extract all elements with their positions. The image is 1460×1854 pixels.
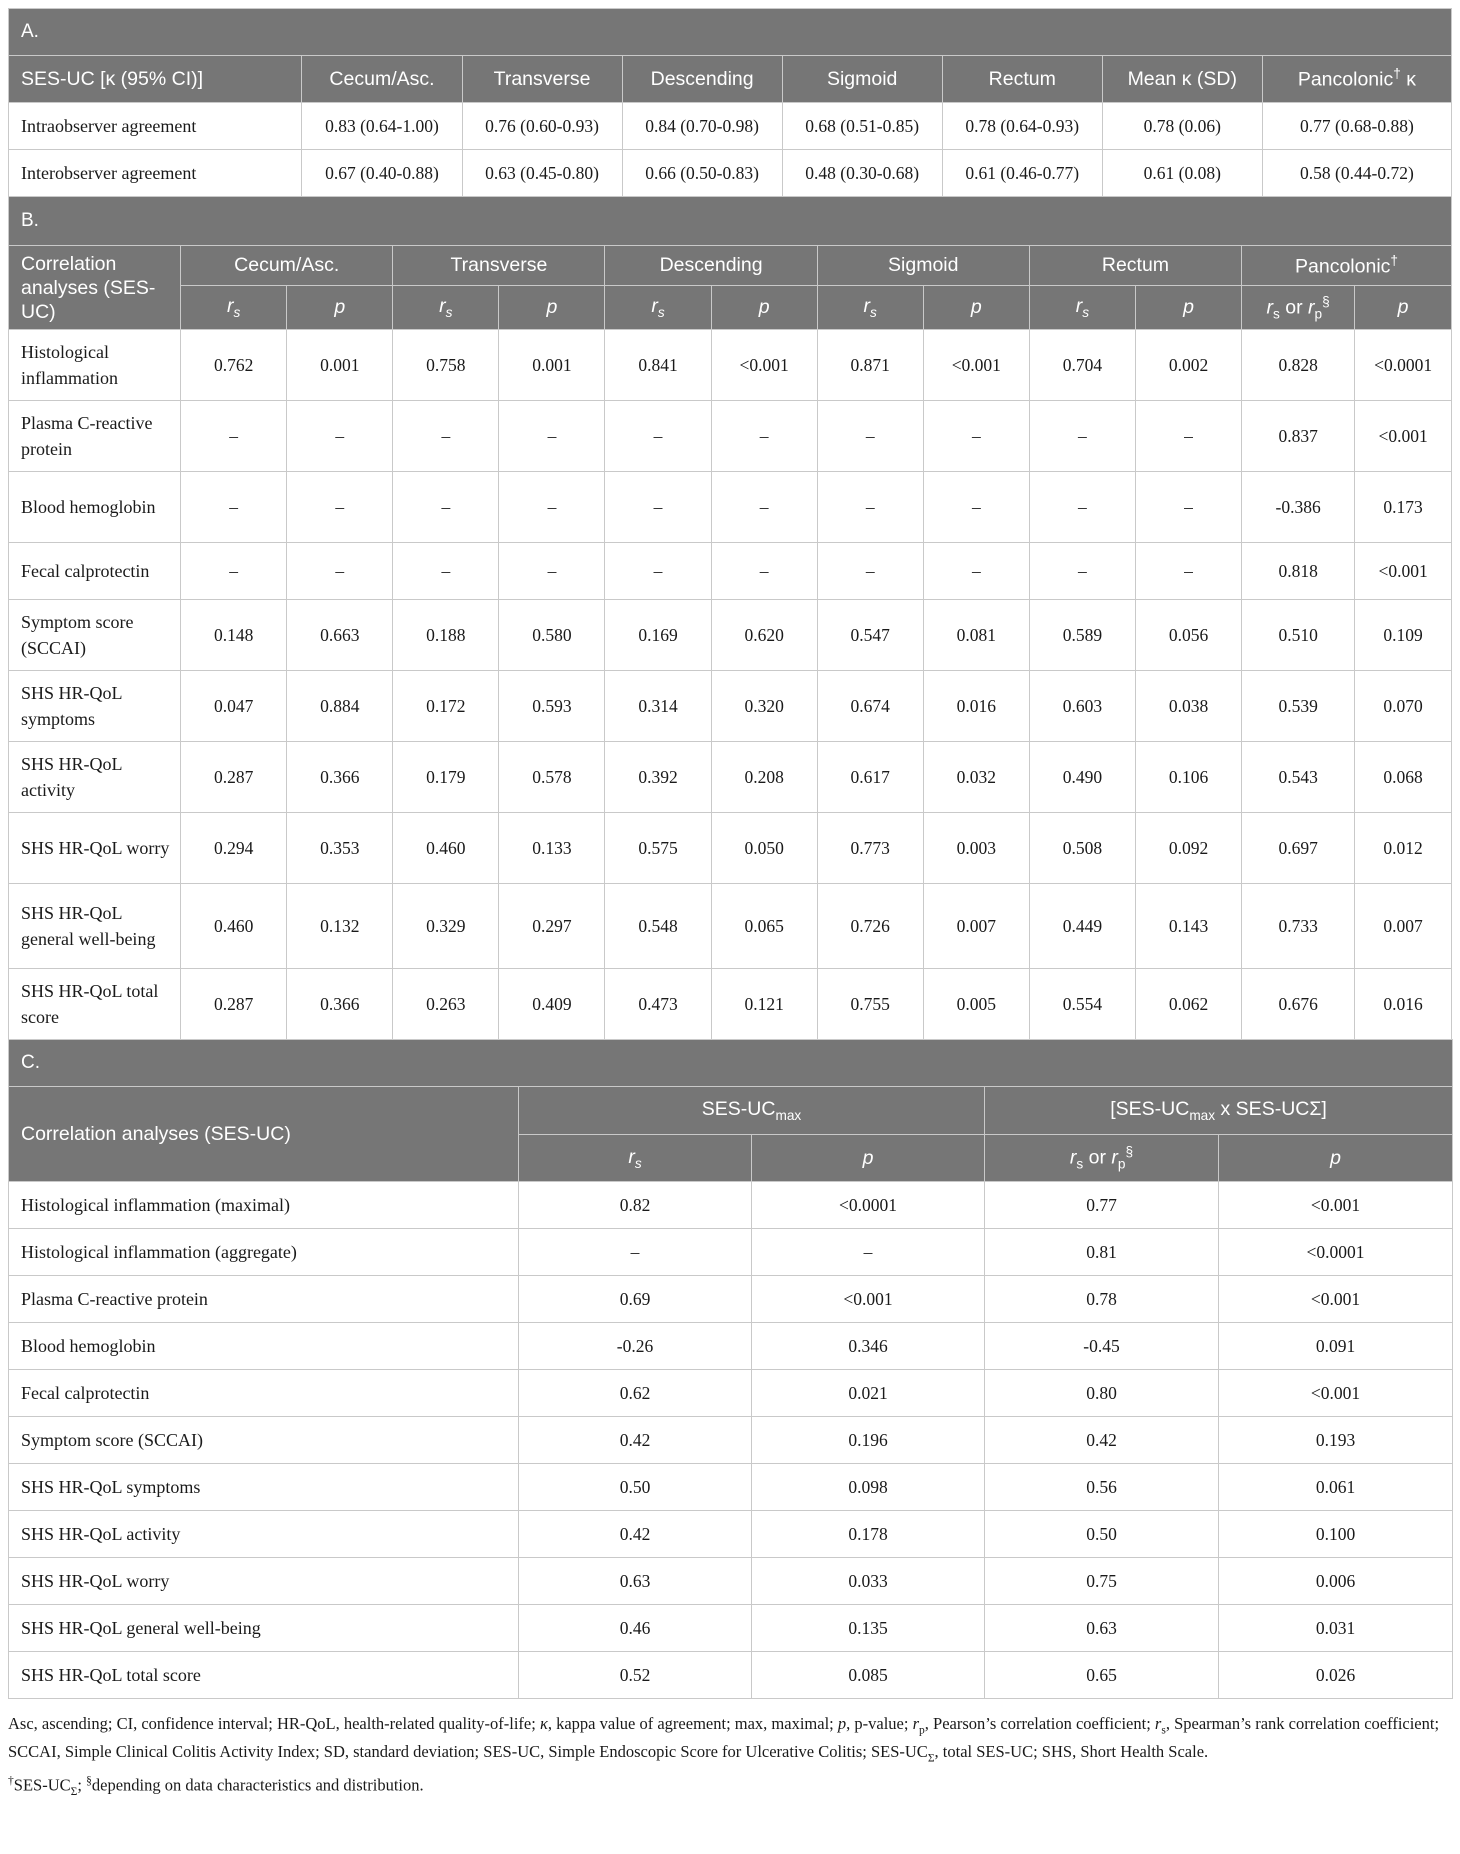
rs-r: r bbox=[226, 295, 234, 318]
cell-value: 0.346 bbox=[752, 1323, 985, 1370]
cell-value: – bbox=[393, 401, 499, 472]
rs-s: s bbox=[445, 304, 453, 320]
cell-value: 0.773 bbox=[817, 813, 923, 884]
header-rs bbox=[393, 286, 499, 330]
cell-value: <0.0001 bbox=[1219, 1229, 1453, 1276]
cell-value: 0.84 (0.70-0.98) bbox=[622, 103, 782, 150]
cell-value: 0.208 bbox=[711, 742, 817, 813]
cell-value: 0.287 bbox=[181, 969, 287, 1040]
cell-value: 0.871 bbox=[817, 330, 923, 401]
cell-value: 0.460 bbox=[181, 884, 287, 969]
rs-s: s bbox=[233, 304, 241, 320]
table-row bbox=[9, 813, 1452, 884]
cell-value: 0.77 (0.68-0.88) bbox=[1262, 103, 1451, 150]
table-row bbox=[9, 1229, 1453, 1276]
rs-r: r bbox=[628, 1145, 635, 1168]
cell-value: 0.63 bbox=[985, 1605, 1219, 1652]
rs-s: s bbox=[1082, 304, 1090, 320]
cell-value: 0.121 bbox=[711, 969, 817, 1040]
cell-value: 0.78 (0.06) bbox=[1102, 103, 1262, 150]
cell-value: 0.837 bbox=[1242, 401, 1355, 472]
cell-value: <0.001 bbox=[923, 330, 1029, 401]
cell-value: 0.50 bbox=[985, 1511, 1219, 1558]
header-p: p bbox=[1219, 1135, 1453, 1182]
cell-value: 0.050 bbox=[711, 813, 817, 884]
cell-value: 0.091 bbox=[1219, 1323, 1453, 1370]
cell-value: 0.548 bbox=[605, 884, 711, 969]
cell-value: 0.320 bbox=[711, 671, 817, 742]
rp-p: p bbox=[1117, 1156, 1126, 1172]
cell-value: 0.016 bbox=[1355, 969, 1452, 1040]
table-a-header-first: SES-UC [κ (95% CI)] bbox=[9, 56, 302, 103]
rs-s: s bbox=[634, 1155, 642, 1171]
row-label: Symptom score (SCCAI) bbox=[9, 1417, 519, 1464]
column-header: Sigmoid bbox=[782, 56, 942, 103]
table-row bbox=[9, 401, 1452, 472]
cell-value: 0.539 bbox=[1242, 671, 1355, 742]
row-label: SHS HR-QoL activity bbox=[9, 742, 181, 813]
cell-value: 0.80 bbox=[985, 1370, 1219, 1417]
cell-value: <0.001 bbox=[711, 330, 817, 401]
cell-value: <0.001 bbox=[1355, 401, 1452, 472]
cell-value: 0.188 bbox=[393, 600, 499, 671]
header-p: p bbox=[1355, 286, 1452, 330]
cell-value: 0.56 bbox=[985, 1464, 1219, 1511]
cell-value: 0.098 bbox=[752, 1464, 985, 1511]
cell-value: 0.52 bbox=[519, 1652, 752, 1699]
cell-value: 0.42 bbox=[519, 1511, 752, 1558]
cell-value: 0.75 bbox=[985, 1558, 1219, 1605]
table-row bbox=[9, 969, 1452, 1040]
cell-value: <0.001 bbox=[1355, 543, 1452, 600]
cell-value: 0.758 bbox=[393, 330, 499, 401]
header-p: p bbox=[287, 286, 393, 330]
cell-value: – bbox=[711, 543, 817, 600]
cell-value: 0.100 bbox=[1219, 1511, 1453, 1558]
column-header: Transverse bbox=[462, 56, 622, 103]
table-row bbox=[9, 884, 1452, 969]
cell-value: – bbox=[1029, 472, 1135, 543]
row-label: SHS HR-QoL general well-being bbox=[9, 1605, 519, 1652]
cell-value: – bbox=[287, 472, 393, 543]
cell-value: 0.135 bbox=[752, 1605, 985, 1652]
cell-value: 0.76 (0.60-0.93) bbox=[462, 103, 622, 150]
cell-value: – bbox=[923, 401, 1029, 472]
cell-value: 0.179 bbox=[393, 742, 499, 813]
row-label: Plasma C-reactive protein bbox=[9, 401, 181, 472]
cell-value: 0.841 bbox=[605, 330, 711, 401]
cell-value: 0.031 bbox=[1219, 1605, 1453, 1652]
cell-value: 0.61 (0.46-0.77) bbox=[942, 150, 1102, 197]
row-label: Symptom score (SCCAI) bbox=[9, 600, 181, 671]
cell-value: – bbox=[605, 472, 711, 543]
cell-value: 0.002 bbox=[1135, 330, 1241, 401]
row-label: SHS HR-QoL symptoms bbox=[9, 1464, 519, 1511]
cell-value: – bbox=[711, 401, 817, 472]
cell-value: 0.081 bbox=[923, 600, 1029, 671]
cell-value: 0.133 bbox=[499, 813, 605, 884]
table-row bbox=[9, 1276, 1453, 1323]
table-row bbox=[9, 543, 1452, 600]
cell-value: 0.001 bbox=[499, 330, 605, 401]
cell-value: 0.554 bbox=[1029, 969, 1135, 1040]
rs-r: r bbox=[651, 295, 658, 318]
cell-value: 0.620 bbox=[711, 600, 817, 671]
cell-value: – bbox=[287, 401, 393, 472]
cell-value: 0.366 bbox=[287, 969, 393, 1040]
cell-value: 0.092 bbox=[1135, 813, 1241, 884]
cell-value: 0.593 bbox=[499, 671, 605, 742]
header-p: p bbox=[499, 286, 605, 330]
cell-value: 0.78 bbox=[985, 1276, 1219, 1323]
table-row bbox=[9, 150, 1452, 197]
cell-value: 0.070 bbox=[1355, 671, 1452, 742]
table-row bbox=[9, 1417, 1453, 1464]
cell-value: <0.0001 bbox=[1355, 330, 1452, 401]
cell-value: <0.001 bbox=[1219, 1182, 1453, 1229]
table-row bbox=[9, 1370, 1453, 1417]
cell-value: – bbox=[923, 543, 1029, 600]
section-c-label: C. bbox=[9, 1040, 1453, 1087]
cell-value: <0.001 bbox=[1219, 1370, 1453, 1417]
header-rs bbox=[519, 1135, 752, 1182]
cell-value: <0.001 bbox=[1219, 1276, 1453, 1323]
cell-value: 0.392 bbox=[605, 742, 711, 813]
table-row bbox=[9, 1323, 1453, 1370]
row-label: Histological inflammation (maximal) bbox=[9, 1182, 519, 1229]
row-label: SHS HR-QoL activity bbox=[9, 1511, 519, 1558]
cell-value: – bbox=[1135, 401, 1241, 472]
header-p: p bbox=[1135, 286, 1241, 330]
footnote bbox=[8, 1699, 1452, 1802]
cell-value: – bbox=[519, 1229, 752, 1276]
cell-value: 0.047 bbox=[181, 671, 287, 742]
cell-value: 0.033 bbox=[752, 1558, 985, 1605]
column-header: Cecum/Asc. bbox=[181, 246, 393, 286]
column-header: Rectum bbox=[942, 56, 1102, 103]
cell-value: -0.26 bbox=[519, 1323, 752, 1370]
column-header: Descending bbox=[622, 56, 782, 103]
cell-value: – bbox=[181, 472, 287, 543]
cell-value: – bbox=[1029, 401, 1135, 472]
column-header-pancolonic: Pancolonic† κ bbox=[1262, 56, 1451, 103]
cell-value: – bbox=[817, 472, 923, 543]
table-row bbox=[9, 1652, 1453, 1699]
cell-value: 0.132 bbox=[287, 884, 393, 969]
or-text: or bbox=[1088, 1146, 1106, 1169]
table-c-header-first: Correlation analyses (SES-UC) bbox=[9, 1087, 519, 1182]
cell-value: 0.510 bbox=[1242, 600, 1355, 671]
cell-value: 0.409 bbox=[499, 969, 605, 1040]
cell-value: 0.003 bbox=[923, 813, 1029, 884]
column-header-max: SES-$UC_{max}$ bbox=[519, 1087, 985, 1135]
cell-value: 0.63 bbox=[519, 1558, 752, 1605]
rs-r: r bbox=[439, 295, 446, 318]
cell-value: 0.63 (0.45-0.80) bbox=[462, 150, 622, 197]
header-rs bbox=[605, 286, 711, 330]
cell-value: 0.66 (0.50-0.83) bbox=[622, 150, 782, 197]
column-header: Sigmoid bbox=[817, 246, 1029, 286]
cell-value: – bbox=[752, 1229, 985, 1276]
table-row bbox=[9, 1558, 1453, 1605]
table-row bbox=[9, 330, 1452, 401]
cell-value: -0.45 bbox=[985, 1323, 1219, 1370]
cell-value: 0.58 (0.44-0.72) bbox=[1262, 150, 1451, 197]
cell-value: 0.001 bbox=[287, 330, 393, 401]
cell-value: – bbox=[817, 401, 923, 472]
section-mark: § bbox=[1125, 1144, 1134, 1160]
header-rs-or-rp bbox=[1242, 286, 1355, 330]
cell-value: 0.83 (0.64-1.00) bbox=[302, 103, 462, 150]
cell-value: – bbox=[923, 472, 1029, 543]
footnote-abbreviations: Asc, ascending; CI, confidence interval; HR-QoL, health-related quality-of-life; κ, kappa value of agreement; max, maximal; p, p-value; $r_p$, Pearson’s correlation coefficient; $r_s$, Spearman’s rank correlation coefficient; SCCAI, Simple Clinical Colitis Activity Index; SD, standard deviation; SES-UC, Simple Endoscopic Score for Ulcerative Colitis; SES-$UC_\Sigma$, total SES-UC; SHS, Short Health Scale. bbox=[8, 1714, 1440, 1765]
header-p: p bbox=[752, 1135, 985, 1182]
header-rs bbox=[181, 286, 287, 330]
cell-value: 0.42 bbox=[519, 1417, 752, 1464]
cell-value: 0.818 bbox=[1242, 543, 1355, 600]
column-header: Mean κ (SD) bbox=[1102, 56, 1262, 103]
column-header-pancolonic: Pancolonic† bbox=[1242, 246, 1452, 286]
cell-value: 0.172 bbox=[393, 671, 499, 742]
column-header: Rectum bbox=[1029, 246, 1241, 286]
cell-value: 0.578 bbox=[499, 742, 605, 813]
cell-value: <0.0001 bbox=[752, 1182, 985, 1229]
footnote-notes: $^\dagger SES-UC_\Sigma$; §depending on data characteristics and distribution. bbox=[8, 1774, 424, 1798]
cell-value: 0.109 bbox=[1355, 600, 1452, 671]
cell-value: 0.580 bbox=[499, 600, 605, 671]
cell-value: 0.005 bbox=[923, 969, 1029, 1040]
cell-value: 0.061 bbox=[1219, 1464, 1453, 1511]
cell-value: 0.733 bbox=[1242, 884, 1355, 969]
cell-value: 0.42 bbox=[985, 1417, 1219, 1464]
row-label: SHS HR-QoL general well-being bbox=[9, 884, 181, 969]
cell-value: 0.449 bbox=[1029, 884, 1135, 969]
column-header: Transverse bbox=[393, 246, 605, 286]
cell-value: 0.314 bbox=[605, 671, 711, 742]
cell-value: 0.148 bbox=[181, 600, 287, 671]
cell-value: 0.021 bbox=[752, 1370, 985, 1417]
cell-value: 0.038 bbox=[1135, 671, 1241, 742]
cell-value: – bbox=[817, 543, 923, 600]
rs-s: s bbox=[1273, 306, 1280, 322]
rp-p: p bbox=[1314, 306, 1323, 322]
row-label: SHS HR-QoL total score bbox=[9, 1652, 519, 1699]
cell-value: – bbox=[181, 401, 287, 472]
table-row bbox=[9, 1605, 1453, 1652]
section-mark: § bbox=[1322, 293, 1330, 309]
row-label: Fecal calprotectin bbox=[9, 1370, 519, 1417]
cell-value: 0.50 bbox=[519, 1464, 752, 1511]
cell-value: 0.67 (0.40-0.88) bbox=[302, 150, 462, 197]
header-p: p bbox=[711, 286, 817, 330]
cell-value: 0.81 bbox=[985, 1229, 1219, 1276]
cell-value: 0.575 bbox=[605, 813, 711, 884]
cell-value: 0.617 bbox=[817, 742, 923, 813]
cell-value: – bbox=[1029, 543, 1135, 600]
rs-r: r bbox=[1069, 1146, 1077, 1169]
row-label: SHS HR-QoL worry bbox=[9, 813, 181, 884]
rp-r: r bbox=[1111, 1146, 1118, 1169]
cell-value: 0.297 bbox=[499, 884, 605, 969]
table-row bbox=[9, 671, 1452, 742]
table-row bbox=[9, 742, 1452, 813]
cell-value: 0.287 bbox=[181, 742, 287, 813]
cell-value: 0.589 bbox=[1029, 600, 1135, 671]
cell-value: – bbox=[499, 401, 605, 472]
cell-value: 0.169 bbox=[605, 600, 711, 671]
cell-value: 0.329 bbox=[393, 884, 499, 969]
table-row bbox=[9, 1511, 1453, 1558]
row-label: Interobserver agreement bbox=[9, 150, 302, 197]
cell-value: 0.263 bbox=[393, 969, 499, 1040]
table-row bbox=[9, 600, 1452, 671]
section-a-label: A. bbox=[9, 9, 1452, 56]
cell-value: 0.61 (0.08) bbox=[1102, 150, 1262, 197]
cell-value: 0.676 bbox=[1242, 969, 1355, 1040]
row-label: Blood hemoglobin bbox=[9, 472, 181, 543]
cell-value: – bbox=[393, 543, 499, 600]
cell-value: 0.353 bbox=[287, 813, 393, 884]
cell-value: 0.490 bbox=[1029, 742, 1135, 813]
row-label: SHS HR-QoL symptoms bbox=[9, 671, 181, 742]
rs-r: r bbox=[1075, 295, 1083, 318]
cell-value: 0.065 bbox=[711, 884, 817, 969]
table-b-header-first: Correlation analyses (SES-UC) bbox=[9, 246, 181, 330]
cell-value: – bbox=[181, 543, 287, 600]
rs-s: s bbox=[657, 304, 665, 320]
cell-value: 0.007 bbox=[923, 884, 1029, 969]
table-container bbox=[8, 8, 1452, 1802]
cell-value: 0.294 bbox=[181, 813, 287, 884]
cell-value: 0.68 (0.51-0.85) bbox=[782, 103, 942, 150]
cell-value: 0.762 bbox=[181, 330, 287, 401]
cell-value: 0.012 bbox=[1355, 813, 1452, 884]
cell-value: 0.82 bbox=[519, 1182, 752, 1229]
cell-value: 0.178 bbox=[752, 1511, 985, 1558]
table-row bbox=[9, 1182, 1453, 1229]
cell-value: 0.193 bbox=[1219, 1417, 1453, 1464]
cell-value: 0.69 bbox=[519, 1276, 752, 1323]
table-row bbox=[9, 103, 1452, 150]
cell-value: – bbox=[711, 472, 817, 543]
table-row bbox=[9, 472, 1452, 543]
cell-value: 0.062 bbox=[1135, 969, 1241, 1040]
cell-value: – bbox=[1135, 472, 1241, 543]
row-label: SHS HR-QoL total score bbox=[9, 969, 181, 1040]
cell-value: <0.001 bbox=[752, 1276, 985, 1323]
cell-value: 0.663 bbox=[287, 600, 393, 671]
cell-value: 0.026 bbox=[1219, 1652, 1453, 1699]
cell-value: – bbox=[1135, 543, 1241, 600]
table-row bbox=[9, 1464, 1453, 1511]
column-header-combo: [$SES-UC_{max}$ x SES-UCΣ] bbox=[985, 1087, 1453, 1135]
cell-value: 0.704 bbox=[1029, 330, 1135, 401]
cell-value: – bbox=[287, 543, 393, 600]
cell-value: 0.196 bbox=[752, 1417, 985, 1464]
cell-value: 0.697 bbox=[1242, 813, 1355, 884]
cell-value: 0.603 bbox=[1029, 671, 1135, 742]
cell-value: 0.543 bbox=[1242, 742, 1355, 813]
cell-value: -0.386 bbox=[1242, 472, 1355, 543]
cell-value: 0.48 (0.30-0.68) bbox=[782, 150, 942, 197]
cell-value: – bbox=[605, 401, 711, 472]
cell-value: – bbox=[499, 543, 605, 600]
cell-value: 0.068 bbox=[1355, 742, 1452, 813]
or-text: or bbox=[1285, 296, 1303, 319]
row-label: SHS HR-QoL worry bbox=[9, 1558, 519, 1605]
rs-r: r bbox=[863, 295, 871, 318]
column-header: Cecum/Asc. bbox=[302, 56, 462, 103]
cell-value: 0.007 bbox=[1355, 884, 1452, 969]
cell-value: – bbox=[393, 472, 499, 543]
cell-value: 0.508 bbox=[1029, 813, 1135, 884]
row-label: Fecal calprotectin bbox=[9, 543, 181, 600]
section-b-label: B. bbox=[9, 197, 1452, 246]
cell-value: 0.366 bbox=[287, 742, 393, 813]
cell-value: 0.884 bbox=[287, 671, 393, 742]
header-p: p bbox=[923, 286, 1029, 330]
cell-value: 0.460 bbox=[393, 813, 499, 884]
row-label: Histological inflammation (aggregate) bbox=[9, 1229, 519, 1276]
cell-value: 0.173 bbox=[1355, 472, 1452, 543]
rs-s: s bbox=[870, 304, 877, 320]
cell-value: 0.032 bbox=[923, 742, 1029, 813]
cell-value: 0.016 bbox=[923, 671, 1029, 742]
cell-value: 0.65 bbox=[985, 1652, 1219, 1699]
cell-value: 0.755 bbox=[817, 969, 923, 1040]
rs-r: r bbox=[1266, 296, 1274, 319]
rp-r: r bbox=[1308, 296, 1315, 319]
rs-s: s bbox=[1076, 1156, 1084, 1172]
cell-value: 0.78 (0.64-0.93) bbox=[942, 103, 1102, 150]
row-label: Intraobserver agreement bbox=[9, 103, 302, 150]
cell-value: 0.77 bbox=[985, 1182, 1219, 1229]
header-rs bbox=[817, 286, 923, 330]
cell-value: 0.106 bbox=[1135, 742, 1241, 813]
column-header: Descending bbox=[605, 246, 817, 286]
row-label: Plasma C-reactive protein bbox=[9, 1276, 519, 1323]
table-a bbox=[8, 8, 1452, 197]
row-label: Blood hemoglobin bbox=[9, 1323, 519, 1370]
cell-value: 0.473 bbox=[605, 969, 711, 1040]
header-rs bbox=[1029, 286, 1135, 330]
cell-value: 0.056 bbox=[1135, 600, 1241, 671]
cell-value: 0.547 bbox=[817, 600, 923, 671]
header-rs-or-rp bbox=[985, 1135, 1219, 1182]
row-label: Histological inflammation bbox=[9, 330, 181, 401]
cell-value: 0.085 bbox=[752, 1652, 985, 1699]
table-c bbox=[8, 1039, 1453, 1699]
cell-value: 0.828 bbox=[1242, 330, 1355, 401]
cell-value: 0.46 bbox=[519, 1605, 752, 1652]
table-b bbox=[8, 196, 1452, 1040]
cell-value: – bbox=[605, 543, 711, 600]
cell-value: 0.006 bbox=[1219, 1558, 1453, 1605]
cell-value: 0.62 bbox=[519, 1370, 752, 1417]
cell-value: 0.726 bbox=[817, 884, 923, 969]
cell-value: 0.143 bbox=[1135, 884, 1241, 969]
cell-value: – bbox=[499, 472, 605, 543]
cell-value: 0.674 bbox=[817, 671, 923, 742]
